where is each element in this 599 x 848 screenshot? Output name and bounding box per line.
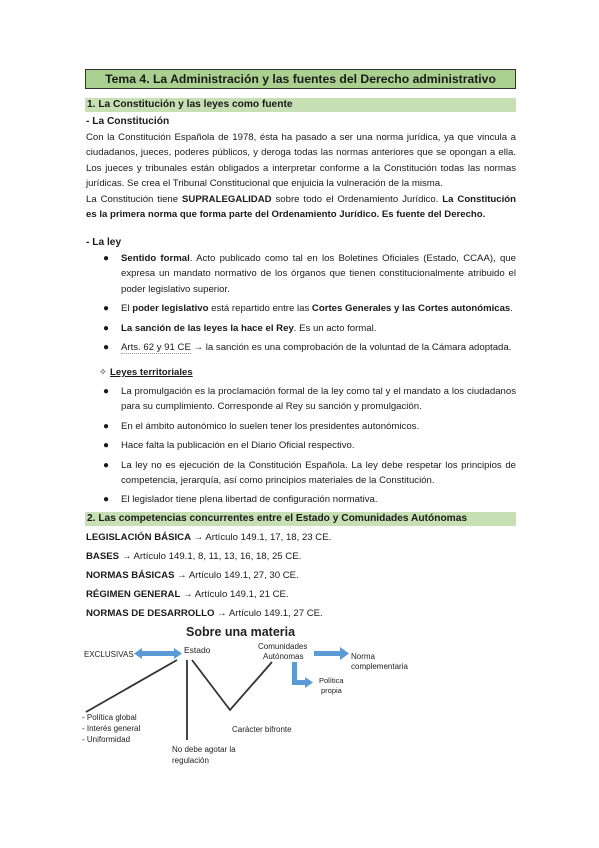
- arrow-head-left: [134, 648, 142, 659]
- item-bold: Sentido formal: [121, 253, 190, 264]
- item-text: El: [121, 303, 133, 315]
- list-item: [103, 340, 516, 355]
- item-label: BASES: [86, 551, 120, 562]
- propia-label: propia: [321, 686, 342, 695]
- item-text: . Es un acto formal.: [293, 322, 377, 334]
- diagram-title: Sobre una materia: [186, 625, 296, 639]
- politica-label: Política: [319, 676, 344, 685]
- item-text: En el ámbito autonómico lo suelen tener los presidentes autonómicos.: [121, 420, 420, 432]
- connector-v: [192, 660, 272, 710]
- item-ref: → Artículo 149.1, 8, 11, 13, 16, 18, 25 CE.: [119, 551, 302, 562]
- bullet-icon: ●: [103, 459, 110, 471]
- subheading-constitucion: - La Constitución: [86, 116, 170, 127]
- paragraph-2: [86, 192, 516, 223]
- arrow-head: [340, 647, 349, 660]
- exclusivas-arrow: [134, 648, 182, 659]
- page-title: Tema 4. La Administración y las fuentes del Derecho administrativo: [85, 69, 516, 89]
- section-heading-2: 2. Las competencias concurrentes entre el Estado y Comunidades Autónomas: [85, 512, 516, 526]
- bullet-icon: ●: [103, 253, 110, 264]
- list-item: [103, 438, 516, 453]
- item-text: → la sanción es una comprobación de la voluntad de la Cámara adoptada.: [190, 342, 512, 354]
- p2-supralegalidad: SUPRALEGALIDAD: [182, 193, 272, 205]
- arrow-shaft-horizontal: [292, 680, 306, 685]
- bullet-icon: ●: [103, 342, 110, 354]
- list-item: [86, 528, 331, 547]
- p2-text-c: sobre todo el Ordenamiento Jurídico.: [271, 193, 443, 205]
- item-article-ref: Arts. 62 y 91 CE: [121, 342, 191, 354]
- item-bold: Cortes Generales y las Cortes autonómicas: [311, 303, 511, 315]
- item-text: El legislador tiene plena libertad de configuración normativa.: [121, 494, 378, 506]
- item-label: RÉGIMEN GENERAL: [86, 589, 181, 600]
- item-bold: poder legislativo: [132, 303, 209, 315]
- caracter-bifronte-label: Carácter bifronte: [232, 725, 292, 734]
- competencias-diagram: [80, 622, 550, 772]
- list-item: [86, 604, 331, 623]
- left-item: - Interés general: [82, 724, 141, 733]
- politica-arrow: [292, 662, 313, 688]
- estado-label: Estado: [184, 645, 211, 655]
- item-text: La promulgación es la proclamación formal de la ley como tal y el mandato a los ciudadanos para su cumplimiento. Corresponde al Rey su sanción y promulgación.: [121, 386, 516, 413]
- item-text: está repartido entre las: [208, 303, 312, 315]
- list-item: [103, 492, 516, 507]
- paragraph-1: Con la Constitución Española de 1978, ésta ha pasado a ser una norma jurídica, ya que vincula a ciudadanos, jueces, poderes públicos, y deroga todas las normas anteriores que se opongan a ella. Los jueces y tribunales están obligados a interpretar conforme a la Constitución todas las normas jurídicas. Se crea el Tribunal Constitucional que enjuicia la vulneración de la misma.: [86, 132, 516, 190]
- list-item: [103, 458, 516, 489]
- item-ref: → Artículo 149.1, 21 CE.: [180, 589, 289, 600]
- list-item: [86, 547, 331, 566]
- list-item: [86, 566, 331, 585]
- leyes-territoriales-list: [103, 384, 516, 512]
- complementaria-label: complementaria: [351, 662, 408, 671]
- bullet-icon: ●: [103, 494, 110, 506]
- p2-text-a: La Constitución tiene: [86, 193, 183, 205]
- leyes-territoriales-heading: [99, 366, 193, 380]
- left-item: - Uniformidad: [82, 735, 131, 744]
- comunidades-label: Comunidades: [258, 642, 308, 651]
- item-text: . Acto publicado como tal en los Boletines Oficiales (Estado, CCAA), que expresa un mandato normativo de los órganos que tienen constitucionalmente atribuido el poder legislativo superior.: [121, 253, 516, 295]
- norma-arrow: [314, 647, 349, 660]
- bullet-icon: ●: [103, 322, 110, 334]
- item-text: .: [510, 303, 513, 315]
- competencias-list: [86, 528, 331, 623]
- left-item: - Política global: [82, 713, 137, 722]
- autonomas-label: Autónomas: [263, 652, 304, 661]
- arrow-shaft: [142, 651, 174, 656]
- list-item: [103, 321, 516, 336]
- item-label: NORMAS BÁSICAS: [86, 570, 175, 581]
- paragraph-constitucion: [86, 130, 516, 222]
- item-text: Hace falta la publicación en el Diario Oficial respectivo.: [121, 440, 355, 452]
- item-ref: → Artículo 149.1, 17, 18, 23 CE.: [191, 532, 332, 543]
- bullet-icon: ●: [103, 420, 110, 432]
- leyes-territoriales-label: Leyes territoriales: [110, 367, 193, 378]
- item-label: LEGISLACIÓN BÁSICA: [86, 532, 192, 543]
- exclusivas-label: EXCLUSIVAS: [84, 650, 134, 659]
- list-item: [103, 384, 516, 415]
- item-text: La ley no es ejecución de la Constitución Española. La ley debe respetar los principios de competencia, jerarquía, así como principios materiales de la Constitución.: [121, 459, 516, 487]
- regulacion-label: regulación: [172, 756, 209, 765]
- list-item: [86, 585, 331, 604]
- norma-label: Norma: [351, 652, 376, 661]
- item-bold: La sanción de las leyes la hace el Rey: [121, 322, 294, 334]
- section-heading-1: 1. La Constitución y las leyes como fuente: [85, 98, 516, 112]
- bullet-icon: ●: [103, 303, 110, 315]
- p2-bold-sentence: La Constitución es la primera norma que forma parte del Ordenamiento Jurídico. Es fuente del Derecho.: [86, 193, 517, 221]
- item-ref: → Artículo 149.1, 27, 30 CE.: [174, 570, 299, 581]
- arrow-head-right: [174, 648, 182, 659]
- item-ref: → Artículo 149.1, 27 CE.: [214, 608, 323, 619]
- list-item: [103, 419, 516, 434]
- star-icon: ✧: [99, 367, 108, 378]
- subheading-ley: - La ley: [86, 237, 122, 248]
- bullet-icon: ●: [103, 386, 110, 397]
- agotar-label: No debe agotar la: [172, 745, 236, 754]
- list-item: [103, 251, 516, 297]
- item-label: NORMAS DE DESARROLLO: [86, 608, 215, 619]
- list-item: [103, 301, 516, 316]
- connector-left: [86, 660, 177, 712]
- arrow-shaft: [314, 651, 340, 656]
- bullet-icon: ●: [103, 440, 110, 452]
- ley-list: [103, 251, 516, 359]
- arrow-head: [305, 677, 313, 688]
